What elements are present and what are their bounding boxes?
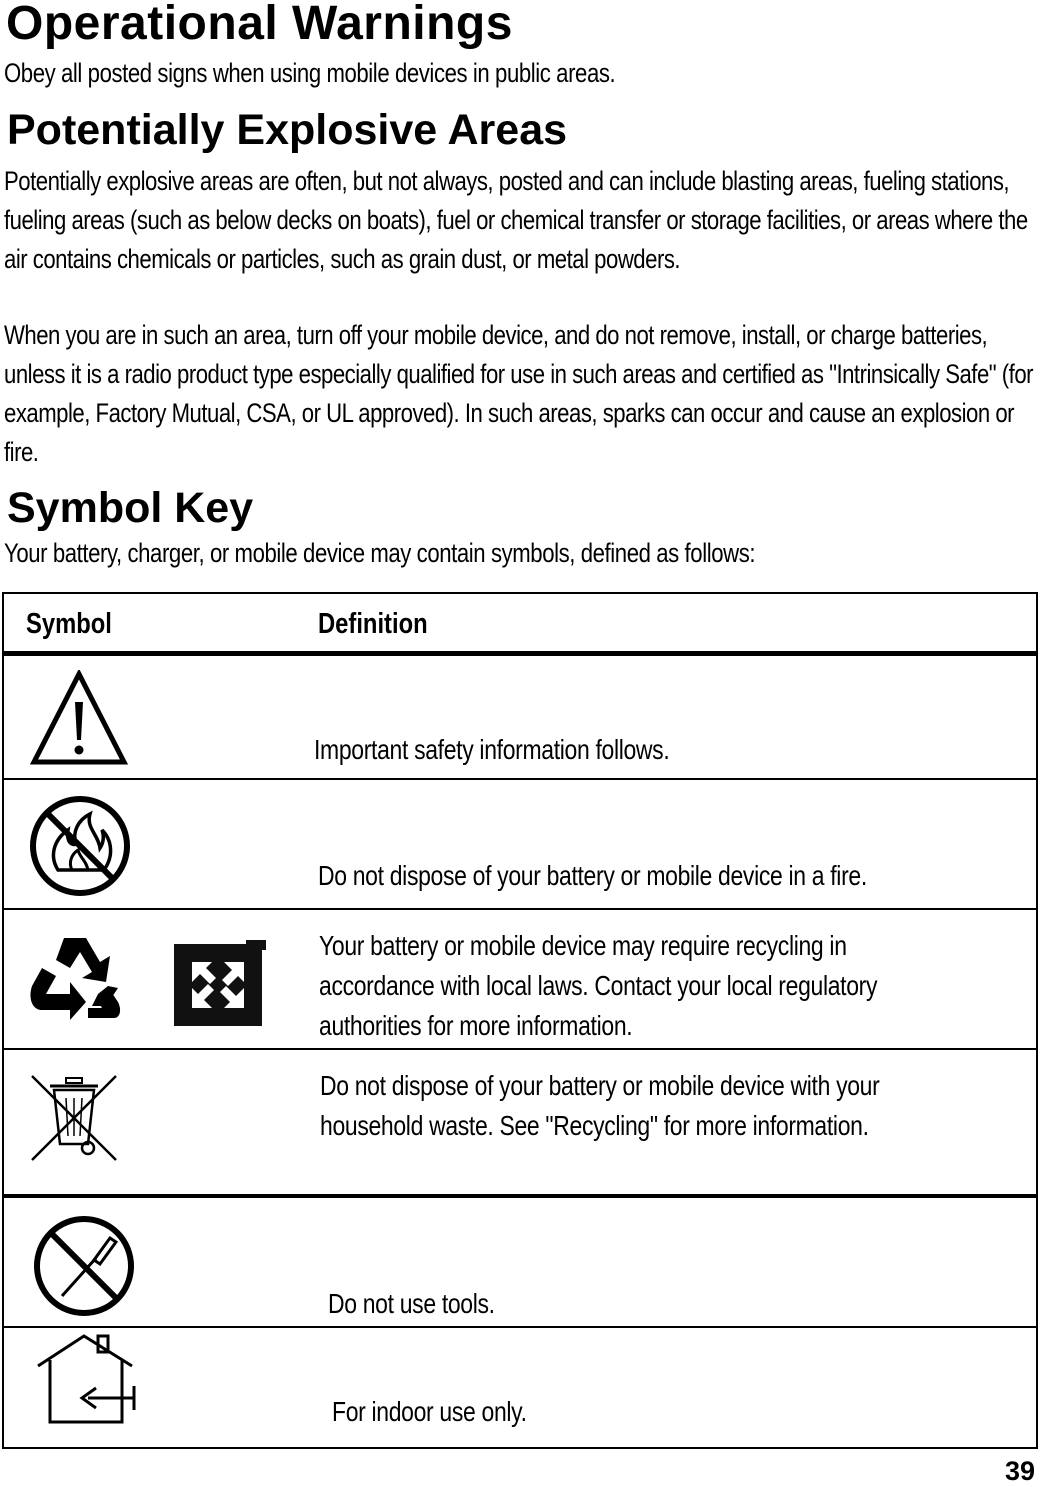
recycle-icon	[26, 932, 124, 1024]
table-row	[4, 780, 1036, 910]
definition-text: For indoor use only.	[332, 1396, 527, 1427]
table-row	[4, 910, 1036, 1050]
section-title-operational-warnings: Operational Warnings	[6, 0, 513, 50]
header-symbol: Symbol	[26, 608, 112, 640]
indoor-only-icon	[34, 1330, 138, 1428]
explosive-areas-paragraph-1: Potentially explosive areas are often, but not always, posted and can include blasting areas, fueling stations, fueling areas (such as below decks on boats), fuel or chemical transfer or storage facilities, or areas where the air contains chemicals or particles, such as grain dust, or metal powders.	[4, 166, 1028, 274]
explosive-areas-paragraph-2: When you are in such an area, turn off your mobile device, and do not remove, install, or charge batteries, unless it is a radio product type especially qualified for use in such areas and certified as "Intrinsically Safe" (for example, Factory Mutual, CSA, or UL approved). In such areas, sparks can occur and cause an explosion or fire.	[4, 320, 1034, 467]
no-tools-icon	[32, 1214, 136, 1318]
operational-warnings-text: Obey all posted signs when using mobile devices in public areas.	[4, 58, 616, 88]
definition-text: Do not dispose of your battery or mobile device in a fire.	[318, 860, 867, 891]
section-title-explosive-areas: Potentially Explosive Areas	[7, 106, 568, 154]
page-number: 39	[1004, 1456, 1035, 1486]
no-fire-icon	[28, 794, 132, 898]
table-row	[4, 1328, 1036, 1449]
section-title-symbol-key: Symbol Key	[7, 484, 254, 532]
symbol-key-intro: Your battery, charger, or mobile device may contain symbols, defined as follows:	[4, 538, 756, 568]
definition-text: Do not use tools.	[328, 1288, 495, 1319]
table-row	[4, 1196, 1036, 1328]
definition-text: Do not dispose of your battery or mobile device with your household waste. See "Recycling" for more information.	[320, 1070, 880, 1141]
battery-recycle-mark-icon	[170, 940, 266, 1030]
table-row	[4, 1050, 1036, 1196]
symbol-table	[2, 592, 1038, 1449]
definition-text: Your battery or mobile device may require recycling in accordance with local laws. Contact your local regulatory authorities for more information.	[319, 930, 878, 1041]
table-row	[4, 656, 1036, 780]
header-definition: Definition	[318, 608, 428, 640]
definition-text: Important safety information follows.	[314, 734, 670, 765]
crossed-bin-icon	[28, 1072, 120, 1164]
symbol-table-header	[4, 594, 1036, 656]
warning-triangle-icon	[30, 670, 128, 766]
